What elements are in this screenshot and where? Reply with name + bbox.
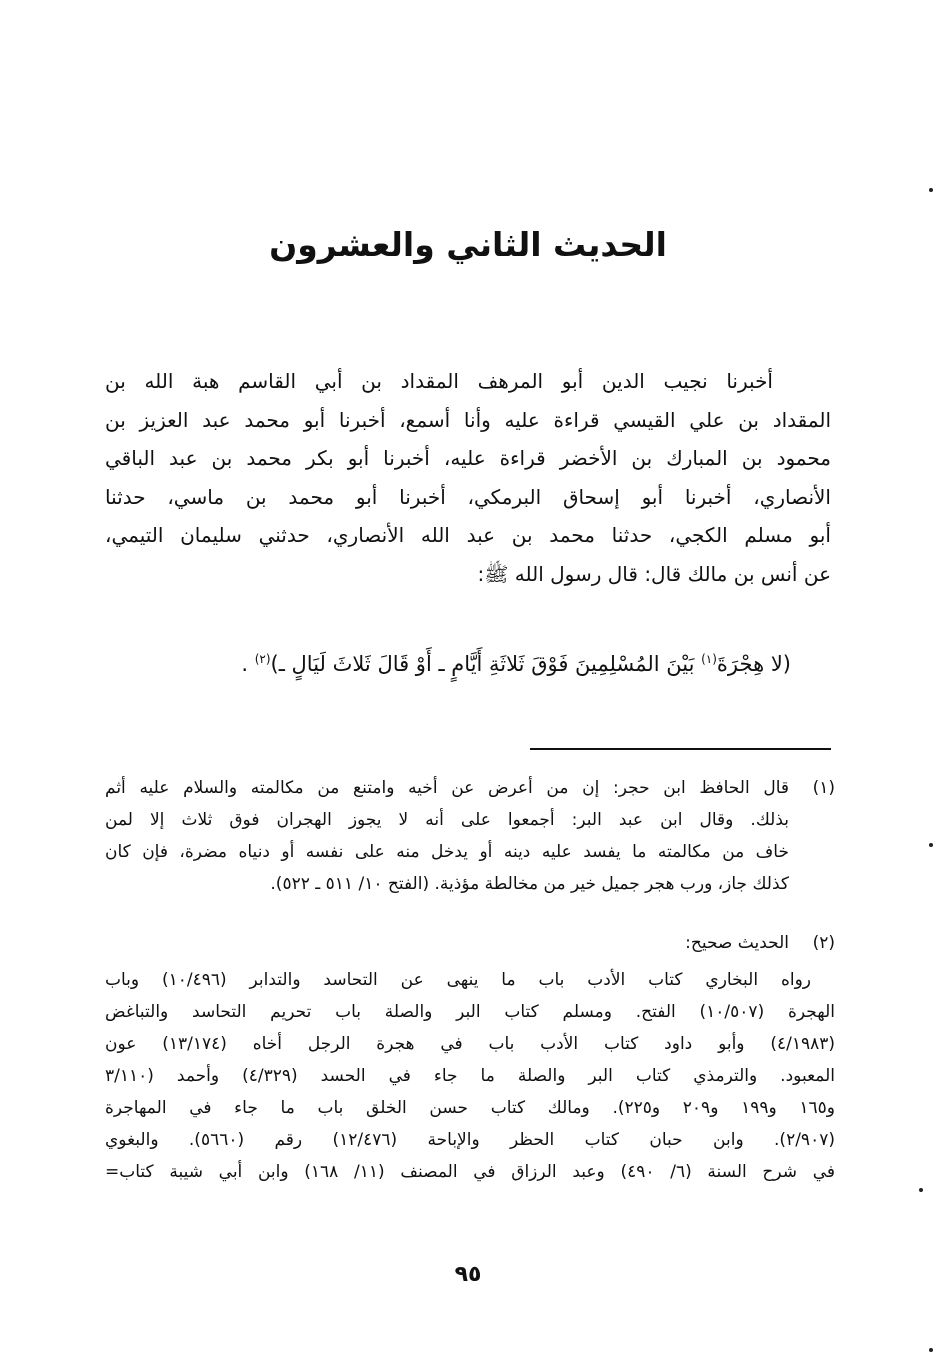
footnote-line: بذلك. وقال ابن عبد البر: أجمعوا على أنه لا يجوز الهجران فوق ثلاث إلا لمن <box>105 810 789 830</box>
isnad-paragraph <box>105 362 831 593</box>
hadith-closing: . <box>241 652 255 676</box>
footnote-body <box>105 772 789 900</box>
hadith-body: بَيْنَ المُسْلِمِينَ فَوْقَ ثَلاثَةِ أَيَّامٍ ـ أَوْ قَالَ ثَلاثَ لَيَالٍ ـ) <box>270 652 702 676</box>
footnote-body <box>105 927 789 959</box>
footnote-line: الهجرة (١٠/٥٠٧) الفتح. ومسلم كتاب البر والصلة باب تحريم التحاسد والتباغض <box>105 1002 835 1022</box>
page-number: ٩٥ <box>454 1262 482 1287</box>
footnote-ref-1[interactable]: (١) <box>701 652 717 666</box>
footnote-line: (٢/٩٠٧). وابن حبان كتاب الحظر والإباحة (١٢/٤٧٦) رقم (٥٦٦٠). والبغوي <box>105 1130 835 1150</box>
footnote-line: المعبود. والترمذي كتاب البر والصلة ما جاء في الحسد (٤/٣٢٩) وأحمد (٣/١١٠ <box>105 1066 836 1086</box>
scan-speck <box>929 1348 933 1352</box>
footnote-ref-2[interactable]: (٢) <box>254 652 271 666</box>
footnote-line: في شرح السنة (٦/ ٤٩٠) وعبد الرزاق في المصنف (١١/ ١٦٨) وابن أبي شيبة كتاب= <box>105 1162 836 1182</box>
scan-speck <box>929 188 933 192</box>
footnote-line: و١٦٥ و١٩٩ و٢٠٩ و٢٢٥). ومالك كتاب حسن الخلق باب ما جاء في المهاجرة <box>105 1098 835 1118</box>
text-line: محمود بن المبارك بن الأخضر قراءة عليه، أخبرنا أبو بكر محمد بن عبد الباقي <box>105 446 831 470</box>
footnote-body <box>105 964 835 1188</box>
text-line: أخبرنا نجيب الدين أبو المرهف المقداد بن أبي القاسم هبة الله بن <box>105 369 773 393</box>
footnote-line: (٤/١٩٨٣) وأبو داود كتاب الأدب باب في هجرة الرجل أخاه (١٣/١٧٤) عون <box>105 1034 835 1054</box>
text-line: المقداد بن علي القيسي قراءة عليه وأنا أسمع، أخبرنا أبو محمد عبد العزيز بن <box>105 407 831 432</box>
chapter-title: الحديث الثاني والعشرون <box>269 225 667 264</box>
footnote-line: كذلك جاز، ورب هجر جميل خير من مخالطة مؤذية. (الفتح ١٠/ ٥١١ ـ ٥٢٢). <box>270 874 789 894</box>
text-line: أبو مسلم الكجي، حدثنا محمد بن عبد الله الأنصاري، حدثني سليمان التيمي، <box>105 523 831 547</box>
footnote-line: قال الحافظ ابن حجر: إن من أعرض عن أخيه وامتنع من مكالمته والسلام عليه أثم <box>105 778 789 798</box>
scan-speck <box>919 1188 923 1192</box>
footnote-line: رواه البخاري كتاب الأدب باب ما ينهى عن التحاسد والتدابر (١٠/٤٩٦) وباب <box>105 970 812 990</box>
footnote-separator <box>530 748 831 750</box>
footnote-line: خاف من مكالمته ما يفسد عليه دينه أو يدخل منه على نفسه أو دنياه مضرة، فإن كان <box>105 842 789 862</box>
text-line: الأنصاري، أخبرنا أبو إسحاق البرمكي، أخبرنا أبو محمد بن ماسي، حدثنا <box>105 484 831 509</box>
hadith-text <box>105 652 831 676</box>
hadith-opening: (لا هِجْرَةَ <box>716 652 791 676</box>
scan-speck <box>929 843 933 847</box>
footnote-heading: الحديث صحيح: <box>685 933 789 953</box>
footnote-number: (٢) <box>812 933 835 953</box>
text-line: عن أنس بن مالك قال: قال رسول الله ﷺ: <box>477 561 831 586</box>
footnote-number: (١) <box>812 778 835 798</box>
